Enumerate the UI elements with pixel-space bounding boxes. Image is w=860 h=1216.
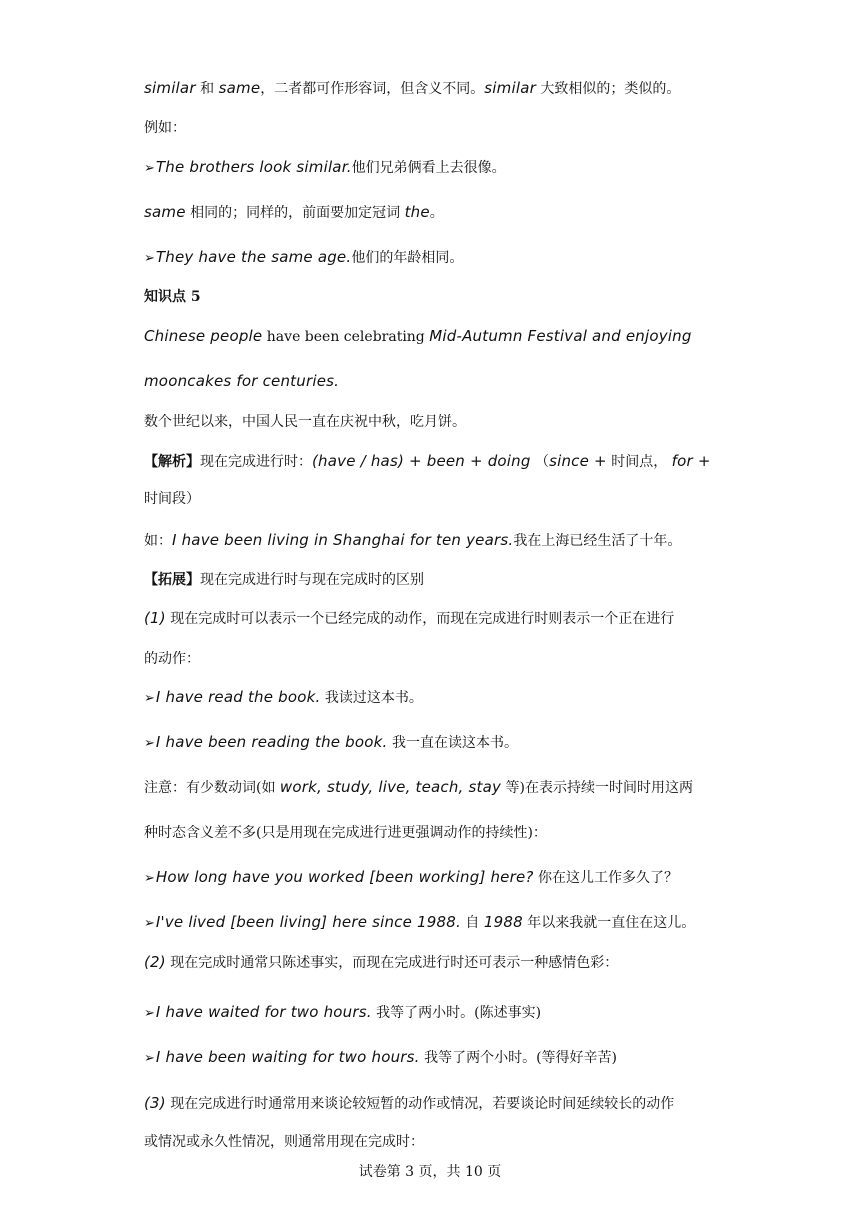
text-run: 现在完成时可以表示一个已经完成的动作，而现在完成进行时则表示一个正在进行 xyxy=(165,611,675,627)
text-run: 时间段） xyxy=(144,491,200,507)
text-run: (3) xyxy=(144,1094,166,1112)
text-line xyxy=(144,326,720,347)
text-run: 如： xyxy=(144,533,172,549)
text-run: have been celebrating xyxy=(262,329,430,345)
bullet-arrow-icon: ➢ xyxy=(144,691,155,706)
bullet-arrow-icon: ➢ xyxy=(144,916,155,931)
text-run: the xyxy=(404,203,430,221)
text-run: I have read the book. xyxy=(155,688,321,706)
text-line xyxy=(144,608,720,629)
bullet-arrow-icon: ➢ xyxy=(144,1006,155,1021)
bullet-arrow-icon: ➢ xyxy=(144,161,155,176)
text-run: since + xyxy=(549,452,607,470)
text-run: How long have you worked [been working] here? xyxy=(155,868,534,886)
text-line xyxy=(144,912,720,934)
text-run: I have been reading the book. xyxy=(155,733,388,751)
text-run: 大致相似的；类似的。 xyxy=(535,81,681,97)
text-line xyxy=(144,1131,720,1152)
text-run: Mid-Autumn Festival and enjoying xyxy=(429,327,692,345)
text-run: ，二者都可作形容词，但含义不同。 xyxy=(260,81,485,97)
text-run: 等)在表示持续一时间时用这两 xyxy=(501,780,693,796)
text-run: for + xyxy=(671,452,711,470)
text-run: 数个世纪以来，中国人民一直在庆祝中秋，吃月饼。 xyxy=(144,414,466,430)
text-line xyxy=(144,648,720,669)
text-run: (2) xyxy=(144,953,166,971)
text-run: same xyxy=(218,79,261,97)
text-line xyxy=(144,202,720,223)
bullet-arrow-icon: ➢ xyxy=(144,736,155,751)
text-run: The brothers look similar. xyxy=(155,158,352,176)
text-line xyxy=(144,157,720,179)
text-line xyxy=(144,530,720,551)
text-line xyxy=(144,117,720,138)
text-run: 或情况或永久性情况，则通常用现在完成时： xyxy=(144,1134,424,1150)
text-run: same xyxy=(144,203,186,221)
text-line xyxy=(144,411,720,432)
text-line xyxy=(144,952,720,973)
text-line xyxy=(144,569,720,590)
text-run: Chinese people xyxy=(144,327,263,345)
text-line xyxy=(144,247,720,269)
text-run: 现在完成时通常只陈述事实，而现在完成进行时还可表示一种感情色彩： xyxy=(165,955,619,971)
text-run: 我读过这本书。 xyxy=(320,690,423,706)
text-line xyxy=(144,78,720,99)
text-line xyxy=(144,1047,720,1069)
text-run: 种时态含义差不多(只是用现在完成进行进更强调动作的持续性)： xyxy=(144,825,547,841)
text-line xyxy=(144,867,720,889)
text-run: 例如： xyxy=(144,120,186,136)
text-run: I have been living in Shanghai for ten years. xyxy=(172,531,514,549)
bullet-arrow-icon: ➢ xyxy=(144,1051,155,1066)
text-run: 相同的；同样的，前面要加定冠词 xyxy=(185,205,405,221)
text-run: 。 xyxy=(429,205,444,221)
text-run: work, study, live, teach, stay xyxy=(279,778,502,796)
text-run: They have the same age. xyxy=(155,248,352,266)
text-line xyxy=(144,371,720,391)
text-line xyxy=(144,451,720,472)
text-line xyxy=(144,286,720,307)
text-run: I have been waiting for two hours. xyxy=(155,1048,420,1066)
text-run: mooncakes for centuries. xyxy=(144,372,340,390)
text-run: similar xyxy=(484,79,536,97)
text-run: 我一直在读这本书。 xyxy=(387,735,518,751)
text-run: 时间点， xyxy=(606,454,672,470)
text-run: I have waited for two hours. xyxy=(155,1003,372,1021)
text-run: (have / has) + been + doing xyxy=(312,452,531,470)
text-run: 的动作： xyxy=(144,651,200,667)
text-run: 我等了两小时。(陈述事实) xyxy=(371,1005,542,1021)
text-run: 现在完成进行时通常用来谈论较短暂的动作或情况，若要谈论时间延续较长的动作 xyxy=(165,1096,675,1112)
text-run: 1988 xyxy=(483,913,523,931)
text-line xyxy=(144,732,720,754)
text-line xyxy=(144,777,720,798)
text-run: 【拓展】 xyxy=(144,572,200,588)
text-run: (1) xyxy=(144,609,166,627)
text-run: 你在这儿工作多久了？ xyxy=(533,870,679,886)
text-run: 注意：有少数动词(如 xyxy=(144,780,280,796)
page-footer: 试卷第 3 页，共 10 页 xyxy=(358,1164,502,1180)
text-line xyxy=(144,488,720,509)
text-run: 他们的年龄相同。 xyxy=(351,250,464,266)
text-run: 现在完成进行时： xyxy=(200,454,312,470)
text-run: 和 xyxy=(195,81,219,97)
text-run: I've lived [been living] here since 1988. xyxy=(155,913,461,931)
text-run: 现在完成进行时与现在完成时的区别 xyxy=(200,572,424,588)
text-line xyxy=(144,822,720,843)
text-run: （ xyxy=(530,454,550,470)
text-run: 年以来我就一直住在这儿。 xyxy=(522,915,696,931)
bullet-arrow-icon: ➢ xyxy=(144,251,155,266)
text-run: similar xyxy=(144,79,196,97)
text-line xyxy=(144,687,720,709)
text-run: 知识点 5 xyxy=(144,289,201,305)
text-run: 自 xyxy=(460,915,484,931)
text-run: 我在上海已经生活了十年。 xyxy=(513,533,682,549)
text-run: 他们兄弟俩看上去很像。 xyxy=(351,160,506,176)
bullet-arrow-icon: ➢ xyxy=(144,871,155,886)
text-run: 我等了两个小时。(等得好辛苦) xyxy=(419,1050,618,1066)
text-line xyxy=(144,1093,720,1114)
text-line xyxy=(144,1002,720,1024)
text-run: 【解析】 xyxy=(144,454,200,470)
